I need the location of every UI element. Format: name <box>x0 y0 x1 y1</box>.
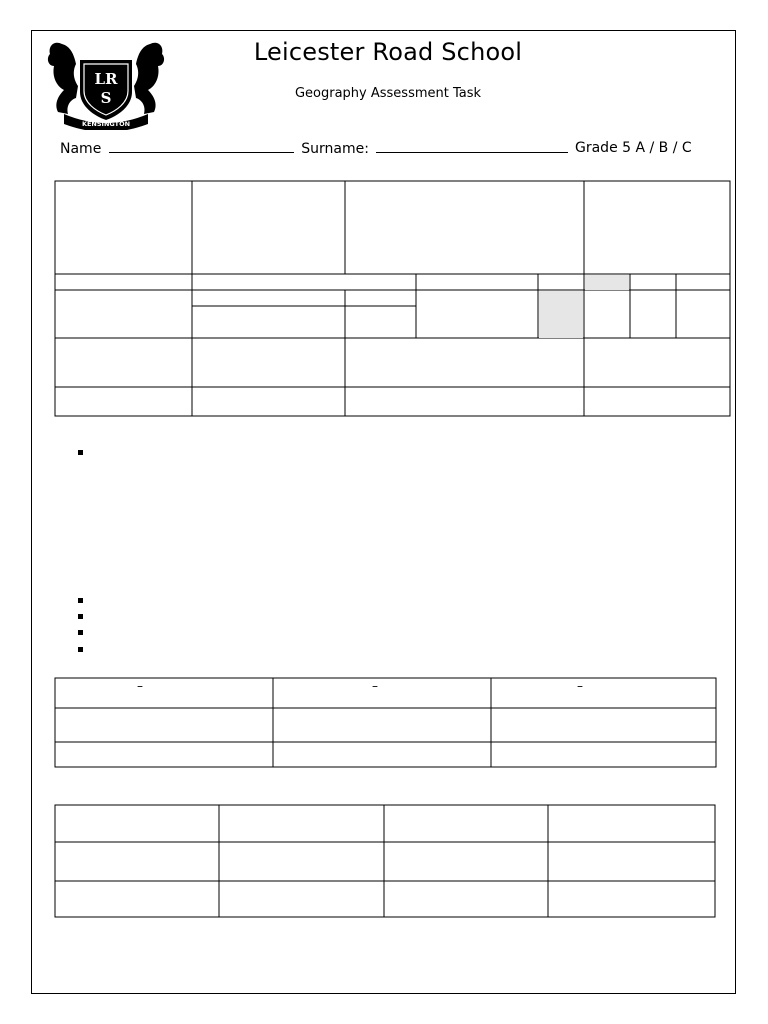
surname-label: Surname: <box>301 141 369 157</box>
table-two-header-mark: – <box>577 679 583 693</box>
bullet-point <box>78 450 83 455</box>
table-two-outline <box>55 678 716 767</box>
grade-selector[interactable]: Grade 5 A / B / C <box>575 140 692 156</box>
table-two-header-mark: – <box>137 679 143 693</box>
table-three-outline <box>55 805 715 917</box>
svg-text:LR: LR <box>94 70 118 88</box>
assessment-subtitle: Geography Assessment Task <box>294 86 482 101</box>
shaded-cell <box>539 291 583 338</box>
bullet-point <box>78 598 83 603</box>
svg-text:S: S <box>100 89 112 107</box>
bullet-point <box>78 614 83 619</box>
rubric-table-outline <box>55 181 730 416</box>
svg-text:KENSINGTON: KENSINGTON <box>81 120 131 128</box>
bullet-point <box>78 647 83 652</box>
name-label: Name <box>60 141 102 157</box>
shaded-cell <box>585 275 629 290</box>
table-two-header-mark: – <box>372 679 378 693</box>
school-name-title: Leicester Road School <box>253 38 523 66</box>
bullet-point <box>78 630 83 635</box>
